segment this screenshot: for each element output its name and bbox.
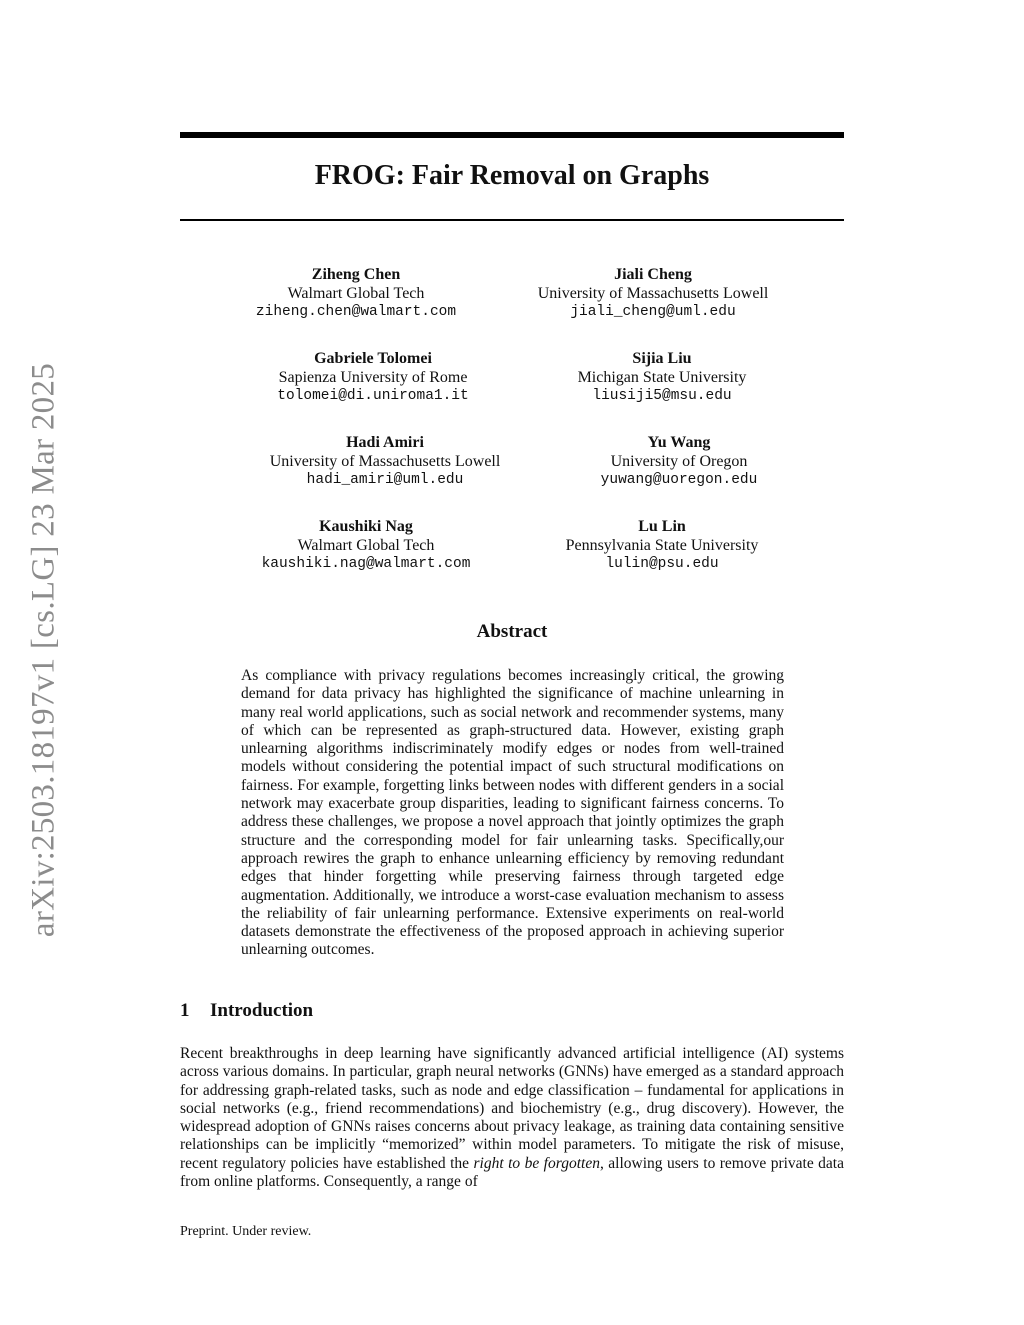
author-name: Sijia Liu bbox=[632, 350, 692, 367]
author-affiliation: University of Massachusetts Lowell bbox=[537, 284, 769, 302]
section-title: Introduction bbox=[210, 1000, 314, 1021]
author-name: Yu Wang bbox=[647, 434, 711, 451]
author-card bbox=[245, 434, 525, 490]
abstract-text: As compliance with privacy regulations becomes increasingly critical, the growing demand for data privacy has highlighted the significance of machine unlearning in many real world applications, such as social network and recommender systems, many of which can be represented as graph-structured data. However, existing graph unlearning algorithms indiscriminately modify edges or nodes from well-trained models without considering the potential impact of such structural modifications on fairness. For example, forgetting links between nodes with different genders in a social network may exacerbate group disparities, leading to significant fairness concerns. To address these challenges, we propose a novel approach that jointly optimizes the graph structure and the corresponding model for fair unlearning tasks. Specifically,our approach rewires the graph to enhance unlearning efficiency by removing redundant edges that hinder forgetting while preserving fairness through targeted edge augmentation. Additionally, we introduce a worst-case evaluation mechanism to assess the reliability of fair unlearning performance. Extensive experiments on real-world datasets demonstrate the effectiveness of the proposed approach in achieving superior unlearning outcomes. bbox=[241, 667, 784, 959]
author-card bbox=[216, 266, 496, 322]
author-email: jiali_cheng@uml.edu bbox=[570, 304, 736, 320]
author-card bbox=[539, 434, 819, 490]
author-affiliation: Pennsylvania State University bbox=[565, 536, 759, 554]
author-card bbox=[226, 518, 506, 574]
author-card bbox=[522, 518, 802, 574]
title-bottom-rule bbox=[180, 219, 844, 221]
author-affiliation: Walmart Global Tech bbox=[287, 284, 425, 302]
author-name: Gabriele Tolomei bbox=[314, 350, 432, 367]
preprint-footer: Preprint. Under review. bbox=[180, 1224, 312, 1239]
author-name: Jiali Cheng bbox=[614, 266, 692, 283]
section-number: 1 bbox=[180, 1000, 190, 1021]
author-affiliation: Sapienza University of Rome bbox=[278, 368, 468, 386]
paper-title: FROG: Fair Removal on Graphs bbox=[314, 160, 710, 191]
author-email: ziheng.chen@walmart.com bbox=[255, 304, 457, 320]
author-name: Hadi Amiri bbox=[346, 434, 424, 451]
author-affiliation: Michigan State University bbox=[577, 368, 747, 386]
author-name: Lu Lin bbox=[638, 518, 686, 535]
author-affiliation: University of Oregon bbox=[610, 452, 748, 470]
section-heading bbox=[180, 1000, 313, 1022]
introduction-text bbox=[180, 1045, 844, 1191]
author-affiliation: University of Massachusetts Lowell bbox=[269, 452, 501, 470]
title-top-rule bbox=[180, 132, 844, 138]
author-email: liusiji5@msu.edu bbox=[592, 388, 732, 404]
intro-italic-term: right to be forgotten bbox=[473, 1154, 600, 1172]
author-card bbox=[513, 266, 793, 322]
author-email: yuwang@uoregon.edu bbox=[600, 472, 758, 488]
author-name: Kaushiki Nag bbox=[319, 518, 413, 535]
arxiv-identifier: arXiv:2503.18197v1 [cs.LG] 23 Mar 2025 bbox=[25, 362, 62, 938]
author-card bbox=[522, 350, 802, 406]
author-card bbox=[233, 350, 513, 406]
author-email: kaushiki.nag@walmart.com bbox=[261, 556, 471, 572]
author-name: Ziheng Chen bbox=[311, 266, 401, 283]
author-email: lulin@psu.edu bbox=[605, 556, 719, 572]
author-email: hadi_amiri@uml.edu bbox=[306, 472, 464, 488]
author-email: tolomei@di.uniroma1.it bbox=[277, 388, 469, 404]
intro-text-part: , allowing users to remove private data from online platforms. Consequently, a range of bbox=[180, 1154, 844, 1191]
author-affiliation: Walmart Global Tech bbox=[297, 536, 435, 554]
abstract-heading: Abstract bbox=[476, 621, 548, 642]
intro-text-part: Recent breakthroughs in deep learning have significantly advanced artificial intelligence (AI) systems across various domains. In particular, graph neural networks (GNNs) have emerged as a standard approach for addressing graph-related tasks, such as node and edge classification – fundamental for applications in social networks (e.g., friend recommendations) and biochemistry (e.g., drug discovery). However, the widespread adoption of GNNs raises concerns about privacy leakage, as training data containing sensitive relationships can be implicitly “memorized” within model parameters. To mitigate the risk of misuse, recent regulatory policies have established the bbox=[180, 1045, 844, 1172]
